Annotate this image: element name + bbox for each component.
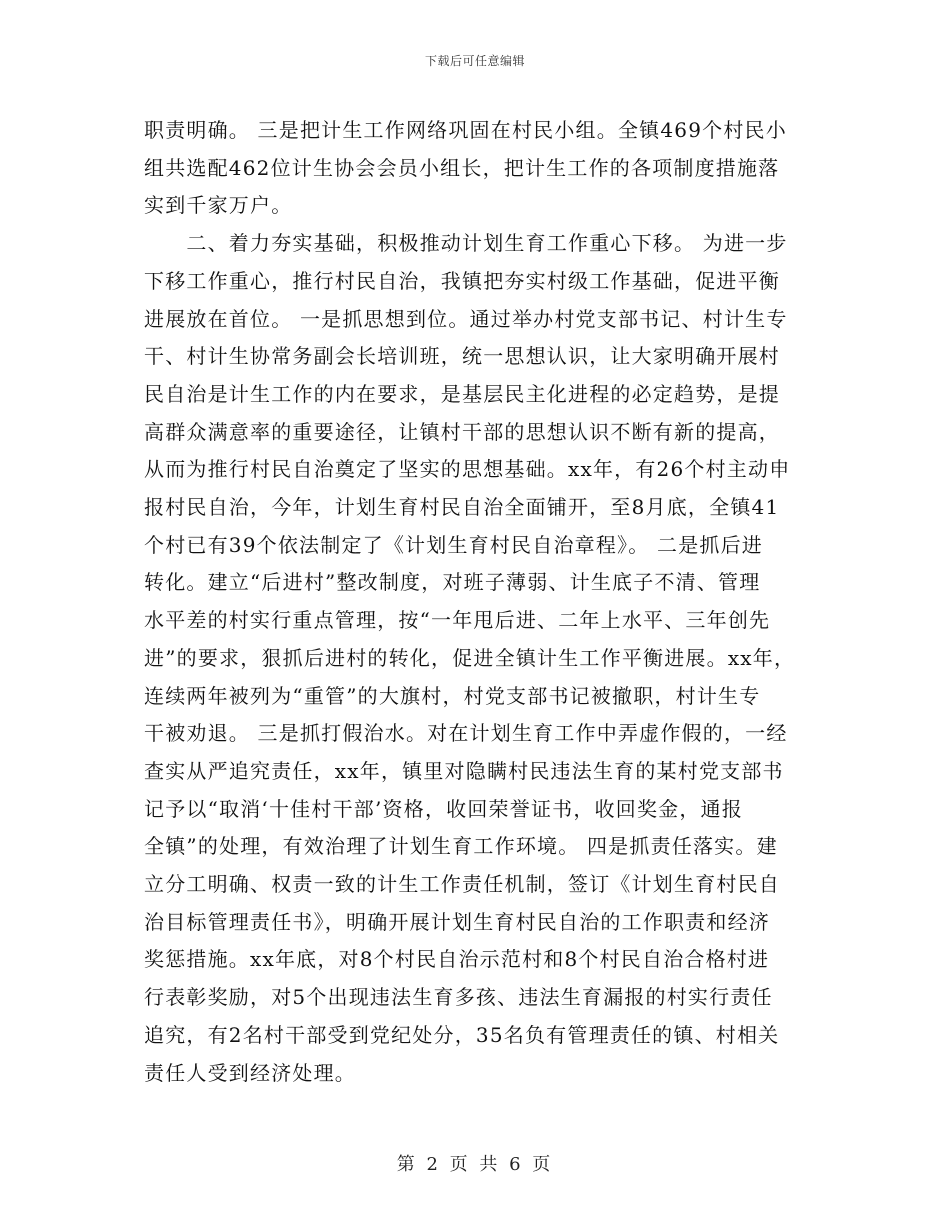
text-line: 责任人受到经济处理。 bbox=[144, 1060, 356, 1085]
text-line: 干、村计生协常务副会长培训班，统一思想认识，让大家明确开展村 bbox=[144, 344, 780, 369]
text-line: 全镇”的处理，有效治理了计划生育工作环境。 四是抓责任落实。建 bbox=[144, 834, 778, 859]
text-line: 职责明确。 三是把计生工作网络巩固在村民小组。全镇469个村民小 bbox=[144, 118, 787, 142]
page-header: 下载后可任意编辑 bbox=[424, 54, 525, 68]
document-body bbox=[144, 112, 808, 1092]
text-line: 二、着力夯实基础，积极推动计划生育工作重心下移。 为进一步 bbox=[144, 231, 788, 256]
page-number: 第 2 页 共 6 页 bbox=[396, 1154, 554, 1175]
text-line: 进展放在首位。 一是抓思想到位。通过举办村党支部书记、村计生专 bbox=[144, 306, 788, 331]
text-line: 连续两年被列为“重管”的大旗村，村党支部书记被撤职，村计生专 bbox=[144, 683, 761, 708]
text-line: 干被劝退。 三是抓打假治水。对在计划生育工作中弄虚作假的，一经 bbox=[144, 721, 788, 746]
text-line: 报村民自治，今年，计划生育村民自治全面铺开，至8月底，全镇41 bbox=[144, 495, 780, 520]
text-line: 治目标管理责任书》，明确开展计划生育村民自治的工作职责和经济 bbox=[144, 909, 770, 934]
text-line: 实到千家万户。 bbox=[144, 193, 293, 218]
text-line: 民自治是计生工作的内在要求，是基层民主化进程的必定趋势，是提 bbox=[144, 381, 780, 406]
text-line: 立分工明确、权责一致的计生工作责任机制，签订《计划生育村民自 bbox=[144, 872, 780, 897]
text-line: 进”的要求，狠抓后进村的转化，促进全镇计生工作平衡进展。xx年， bbox=[144, 645, 796, 670]
text-line: 行表彰奖励，对5个出现违法生育多孩、违法生育漏报的村实行责任 bbox=[144, 985, 773, 1010]
text-line: 高群众满意率的重要途径，让镇村干部的思想认识不断有新的提高， bbox=[144, 419, 780, 444]
text-line: 下移工作重心，推行村民自治，我镇把夯实村级工作基础，促进平衡 bbox=[144, 268, 780, 293]
text-line: 追究，有2名村干部受到党纪处分，35名负有管理责任的镇、村相关 bbox=[144, 1022, 780, 1047]
text-line: 个村已有39个依法制定了《计划生育村民自治章程》。 二是抓后进 bbox=[144, 532, 764, 557]
text-line: 水平差的村实行重点管理，按“一年甩后进、二年上水平、三年创先 bbox=[144, 608, 771, 633]
text-line: 从而为推行村民自治奠定了坚实的思想基础。xx年，有26个村主动申 bbox=[144, 457, 791, 482]
text-line: 组共选配462位计生协会会员小组长，把计生工作的各项制度措施落 bbox=[144, 155, 780, 180]
text-line: 记予以“取消‘十佳村干部’资格，收回荣誉证书，收回奖金，通报 bbox=[144, 796, 743, 821]
text-line: 奖惩措施。xx年底，对8个村民自治示范村和8个村民自治合格村进 bbox=[144, 947, 770, 972]
text-line: 转化。建立“后进村”整改制度，对班子薄弱、计生底子不清、管理 bbox=[144, 570, 761, 595]
text-line: 查实从严追究责任，xx年，镇里对隐瞒村民违法生育的某村党支部书 bbox=[144, 758, 784, 783]
